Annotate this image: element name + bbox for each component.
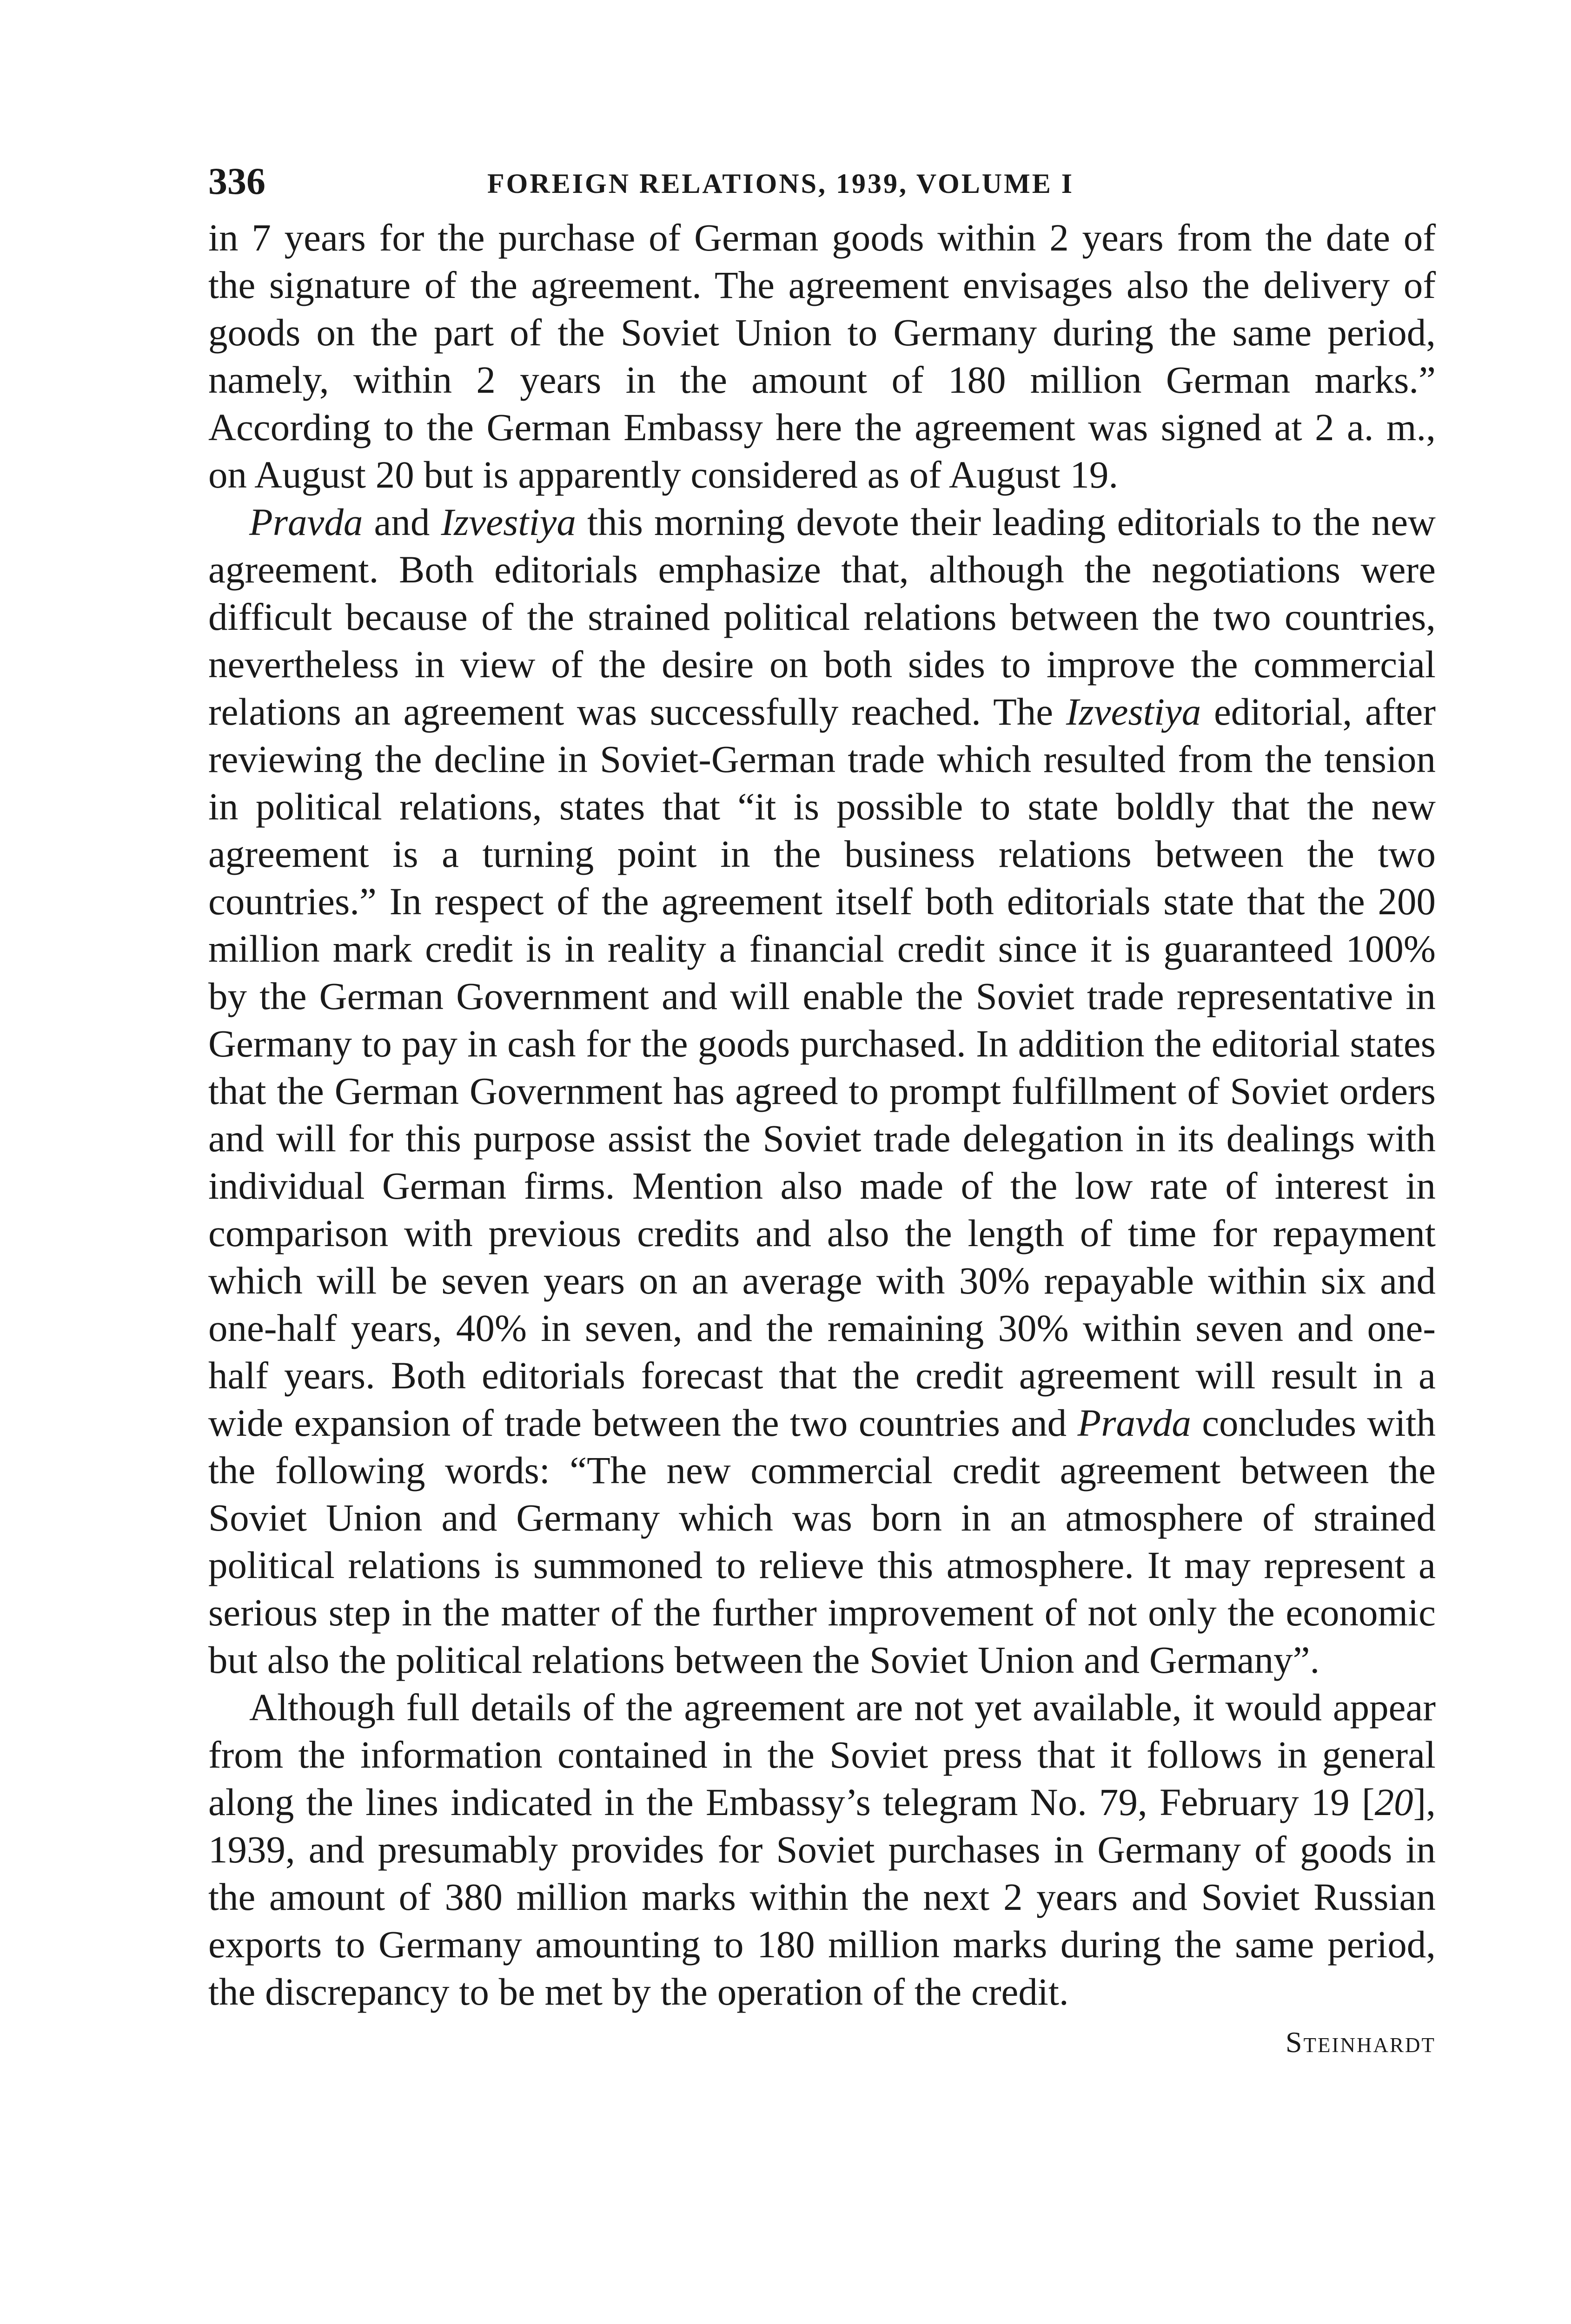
paragraph-2-text-a: and: [363, 501, 441, 543]
paragraph-3-text-b: ], 1939, and presumably provides for Soviet purchases in Germany of goods in the amount of 380 million marks within the next 2 years and Soviet Russian exports to Germany amounting to 180 million marks during the same period, the discrepancy to be met by the operation of the credit.: [208, 1781, 1436, 2013]
newspaper-title-izvestiya: Izvestiya: [1066, 690, 1201, 733]
paragraph-1-text: in 7 years for the purchase of German goods within 2 years from the date of the signature of the agreement. The agreement envisages also the delivery of goods on the part of the Soviet Union to Germany during the same period, namely, within 2 years in the amount of 180 million German marks.” According to the German Embassy here the agreement was signed at 2 a. m., on August 20 but is apparently considered as of August 19.: [208, 216, 1436, 496]
paragraph-1: [208, 214, 1436, 498]
paragraph-2-text-b: this morning devote their leading editorials to the new agreement. Both editorials emphasize that, although the negotiations were difficult because of the strained political relations between the two countries, nevertheless in view of the desire on both sides to improve the commercial relations an agreement was successfully reached. The: [208, 501, 1436, 733]
page-number: 336: [208, 160, 265, 202]
paragraph-2: [208, 498, 1436, 1684]
paragraph-2-text-d: concludes with the following words: “The new commercial credit agreement between the Soviet Union and Germany which was born in an atmosphere of strained political relations is summoned to relieve this atmosphere. It may represent a serious step in the matter of the further improvement of not only the economic but also the political relations between the Soviet Union and Germany”.: [208, 1401, 1436, 1681]
paragraph-2-text-c: editorial, after reviewing the decline in Soviet-German trade which resulted from the tension in political relations, states that “it is possible to state boldly that the new agreement is a turning point in the business relations between the two countries.” In respect of the agreement itself both editorials state that the 200 million mark credit is in reality a financial credit since it is guaranteed 100% by the German Government and will enable the Soviet trade representative in Germany to pay in cash for the goods purchased. In addition the editorial states that the German Government has agreed to prompt fulfillment of Soviet orders and will for this purpose assist the Soviet trade delegation in its dealings with individual German firms. Mention also made of the low rate of interest in comparison with previous credits and also the length of time for repayment which will be seven years on an average with 30% repayable within six and one-half years, 40% in seven, and the remaining 30% within seven and one-half years. Both editorials forecast that the credit agreement will result in a wide expansion of trade between the two countries and: [208, 690, 1436, 1444]
running-head: [208, 158, 1436, 214]
body-text: [208, 214, 1436, 2066]
paragraph-3: [208, 1684, 1436, 2015]
newspaper-title-izvestiya: Izvestiya: [441, 501, 576, 543]
document-page: [208, 158, 1436, 2066]
editorial-date-correction: 20: [1374, 1781, 1413, 1823]
newspaper-title-pravda: Pravda: [1077, 1401, 1191, 1444]
newspaper-title-pravda: Pravda: [249, 501, 363, 543]
signature: Steinhardt: [1285, 2026, 1436, 2059]
running-title: FOREIGN RELATIONS, 1939, VOLUME I: [487, 168, 1074, 199]
paragraph-3-text-a: Although full details of the agreement are not yet available, it would appear from the information contained in the Soviet press that it follows in general along the lines indicated in the Embassy’s telegram No. 79, February 19 [: [208, 1686, 1436, 1823]
